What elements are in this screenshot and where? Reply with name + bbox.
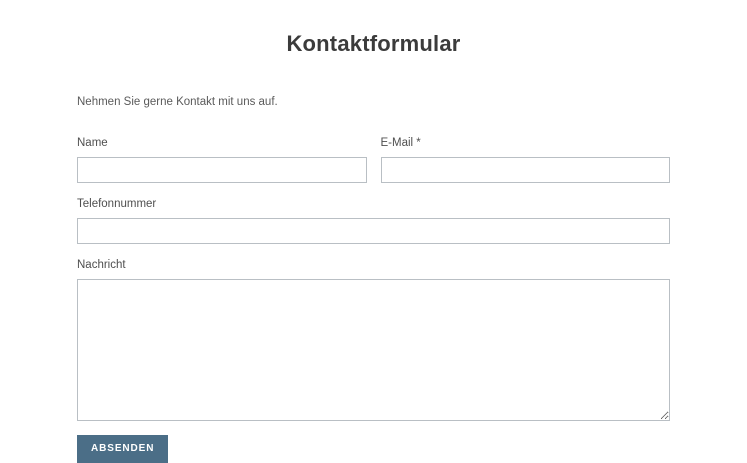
submit-button[interactable]: ABSENDEN [77,435,168,463]
label-email: E-Mail * [380,137,421,149]
submit-row [77,435,670,463]
field-email [381,136,671,183]
message-textarea[interactable] [77,279,670,421]
field-phone [77,197,670,244]
contact-form [77,58,670,463]
phone-input[interactable] [77,218,670,244]
message-row [77,258,670,421]
email-input[interactable] [381,157,671,183]
field-name [77,136,367,183]
label-name: Name [77,137,108,149]
intro-text: Nehmen Sie gerne Kontakt mit uns auf. [77,96,278,108]
label-message: Nachricht [77,259,126,271]
page-title: Kontaktformular [286,31,461,56]
name-email-row [77,136,670,183]
field-message [77,258,670,421]
label-phone: Telefonnummer [77,198,157,210]
name-input[interactable] [77,157,367,183]
phone-row [77,197,670,244]
